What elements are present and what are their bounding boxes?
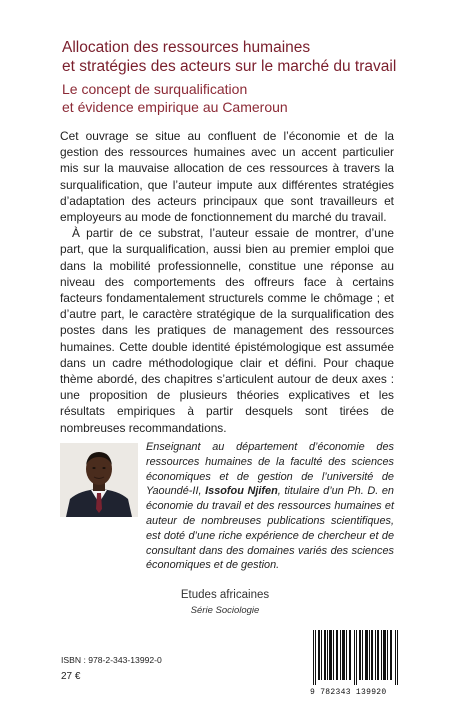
author-portrait-image [60,443,138,517]
book-subtitle [62,80,382,116]
book-subtitle-line-1: Le concept de surqualification [62,81,248,97]
price: 27 € [61,671,81,682]
author-photo [60,443,138,517]
blurb-paragraph-1: Cet ouvrage se situe au confluent de l’économie et de la gestion des ressources humaines avec un accent particulier mis sur la mauvaise allocation de ces ressources à travers la surqualification, que l’auteur impute aux différentes stratégies d’adaptation des acteurs principaux que sont travailleurs et employeurs au mode de fonctionnement du marché du travail. [60,129,394,225]
series-name: Série Sociologie [190,605,260,616]
author-bio-text [146,440,394,573]
barcode-digits: 9 782343 139920 [310,688,387,697]
author-bio-before: Enseignant au département d’économie des ressources humaines de la faculté des sciences économiques et de gestion de l’université de Yaoundé-II, [146,441,394,498]
book-title-line-1: Allocation des ressources humaines [62,39,311,56]
book-title-line-2: et stratégies des acteurs sur le marché du travail [62,58,397,75]
author-bio [146,440,394,573]
book-subtitle-line-2: et évidence empirique au Cameroun [62,99,288,115]
author-name: Issofou Njifen [205,485,278,498]
barcode-icon [313,630,399,685]
author-bio-after: , titulaire d’un Ph. D. en économie du travail et des ressources humaines et auteur de nombreuses publications scientifiques, est doté d’une riche expérience de chercheur et de consultant dans des domaines variés des sciences économiques et de gestion. [146,485,394,572]
blurb [60,128,394,436]
isbn: ISBN : 978-2-343-13992-0 [61,655,162,665]
blurb-paragraph-2: À partir de ce substrat, l’auteur essaie de montrer, d’une part, que la surqualification, aussi bien au premier emploi que dans la mobilité professionnelle, constitue une réponse au niveau des comportements des offreurs face à certains facteurs fondamentalement structurels comme le chômage ; et d’autre part, le caractère stratégique de la surqualification des postes dans les pratiques de management des ressources humaines. Cette double identité épistémologique est assumée dans un cadre méthodologique clair et défini. Pour chaque thème abordé, des chapitres s’articulent autour de deux axes : une proposition de plusieurs théories explicatives et les résultats empiriques à partir desquels sont tirées de nombreuses recommandations. [60,226,394,435]
collection-name: Etudes africaines [180,589,270,601]
book-title [62,38,402,76]
